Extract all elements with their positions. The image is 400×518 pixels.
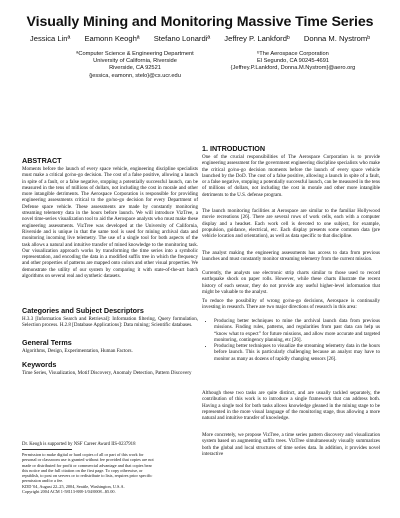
intro-paragraph: The launch monitoring facilities at Aerospace are similar to the familiar Hollywood movie recreations [26]. There are several rows of work cells, each with a computer display and a headset. Each work cell is devoted to one subject, for example, propulsion, guidance, electrical, etc. Each display presents some common data (pre vehicle location and orientation), as well as data specific to that discipline. (202, 208, 380, 240)
copyright-line: personal or classroom use is granted without fee provided that copies are not (22, 457, 154, 463)
copyright-line: Copyright 2004 ACM 1-58113-888-1/04/0008...$5.00. (22, 489, 116, 495)
paper-title: Visually Mining and Monitoring Massive Time Series (26, 14, 374, 30)
list-item: • Producing better techniques to mine the archival launch data from previous missions. Finding rules, patterns, and regularities from past data can help us “know what to expect” for future missions, and allow more accurate and targeted monitoring, contingency planning, etc [26]. (214, 318, 380, 343)
copyright-line: this notice and the full citation on the first page. To copy otherwise, or (22, 467, 143, 473)
affiliation-line: Riverside, CA 92521 (109, 65, 161, 72)
copyright-line: Permission to make digital or hard copies of all or part of this work for (22, 452, 144, 457)
copyright-block (22, 452, 198, 494)
author: Jessica Linª (29, 34, 71, 43)
author-list (0, 34, 400, 43)
copyright-line: republish, to post on servers or to redistribute to lists, requires prior specific (22, 473, 153, 479)
categories-heading: Categories and Subject Descriptors (22, 306, 144, 315)
copyright-line: permission and/or a fee. (22, 478, 64, 484)
affiliation-line: ªComputer Science & Engineering Department (76, 51, 194, 57)
general-terms-text: Algorithms, Design, Experimentation, Human Factors. (22, 348, 133, 354)
author: Eamonn Keoghª (84, 34, 140, 43)
list-item: • Producing better techniques to visualize the streaming telemetry data in the hours before launch. This is particularly challenging because an analyst may have to monitor as many as dozens of rapidly changing sensors [26]. (214, 343, 380, 362)
intro-paragraph: Currently, the analysts use electronic strip charts similar to those used to record earthquake shock on paper rolls. However, while these charts illustrate the recent history of each sensor, they do not provide any useful higher-level information that might be valuable to the analyst. (202, 270, 380, 295)
affiliation-line: El Segundo, CA 90245-4691 (256, 58, 330, 65)
affiliation-line: {Jeffrey.P.Lankford, Donna.M.Nystrom}@aero.org (230, 65, 356, 72)
intro-paragraph: The analyst making the engineering assessments has access to data from previous launches and must constantly monitor streaming telemetry from the current mission. (202, 250, 380, 263)
affiliation-ucr (60, 51, 210, 80)
categories-text: H.3.3 [Information Search and Retrieval]: Information filtering, Query formulation, Selection process. H.2.8 [Database Applications]: Data mining; Scientific databases. (22, 316, 198, 329)
author: Donna M. Nystromᵇ (303, 34, 371, 43)
author: Stefano Lonardiª (153, 34, 211, 43)
affiliation-line: University of California, Riverside (93, 58, 177, 65)
footnote-rule (22, 449, 72, 450)
introduction-heading: 1. INTRODUCTION (202, 144, 266, 153)
copyright-line: made or distributed for profit or commercial advantage and that copies bear (22, 462, 152, 468)
keywords-heading: Keywords (22, 360, 57, 369)
affiliation-line: {jessica, eamonn, stelo}@cs.ucr.edu (89, 72, 181, 79)
grant-note: Dr. Keogh is supported by NSF Career Award IIS-0237918 (22, 442, 136, 447)
keywords-text: Time Series, Visualization, Motif Discovery, Anomaly Detection, Pattern Discovery (22, 370, 192, 376)
affiliation-aerospace (218, 51, 368, 73)
intro-paragraph: One of the crucial responsibilities of The Aerospace Corporation is to provide engineering assessment for the government engineering discipline specialists who make the critical go/no-go decision moments before the launch of every space vehicle launched by the DoD. The cost of a false positive, allowing a launch in spite of a fault, or a false negative, stopping a potentially successful launch, can be measured in the tens of millions of dollars, not including the cost in morale and other more intangible detriments to the U.S. defense program. (202, 154, 380, 198)
research-directions-list (202, 318, 380, 362)
author: Jeffrey P. Lankfordᵇ (224, 34, 290, 43)
abstract-heading: ABSTRACT (22, 156, 62, 165)
intro-paragraph: More concretely, we propose VizTree, a time series pattern discovery and visualization system based on augmenting suffix trees. VizTree simultaneously visually summarizes both the global and local structures of time series data. In addition, it provides novel interactive (202, 432, 380, 457)
abstract-text: Moments before the launch of every space vehicle, engineering discipline specialists must make a critical go/no-go decision. The cost of a false positive, allowing a launch in spite of a fault, or a false negative, stopping a potentially successful launch, can be measured in the tens of millions of dollars, not including the cost in morale and other more intangible detriments. The Aerospace Corporation is responsible for providing engineering assessments critical to the go/no-go decision for every Department of Defense space vehicle. These assessments are made by constantly monitoring streaming telemetry data in the hours before launch. We will introduce VizTree, a novel time-series visualization tool to aid the Aerospace analysts who must make these engineering assessments. VizTree was developed at the University of California, Riverside and is unique in that the same tool is used for mining archival data and monitoring incoming live telemetry. The use of a single tool for both aspects of the task allows a natural and intuitive transfer of mined knowledge to the monitoring task. Our visualization approach works by transforming the time series into a symbolic representation, and encoding the data in a modified suffix tree in which the frequency and other properties of patterns are mapped onto colors and other visual properties. We demonstrate the utility of our system by comparing it with state-of-the-art batch algorithms on several real and synthetic datasets. (22, 166, 198, 280)
general-terms-heading: General Terms (22, 338, 72, 347)
intro-paragraph: Although these two tasks are quite distinct, and are usually tackled separately, the contribution of this work is to introduce a single framework that can address both. Having a single tool for both tasks allows knowledge gleaned in the mining stage to be represented in the more visual language of the monitoring stage, thus allowing a more natural and intuitive transfer of knowledge. (202, 390, 380, 422)
affiliation-line: ᵇThe Aerospace Corporation (257, 51, 329, 57)
copyright-line: KDD '04, August 22–25, 2004, Seattle, Washington, U.S.A. (22, 483, 125, 489)
intro-paragraph: To reduce the possibility of wrong go/no-go decisions, Aerospace is continually investing in research. There are two major directions of research in this area: (202, 298, 380, 311)
